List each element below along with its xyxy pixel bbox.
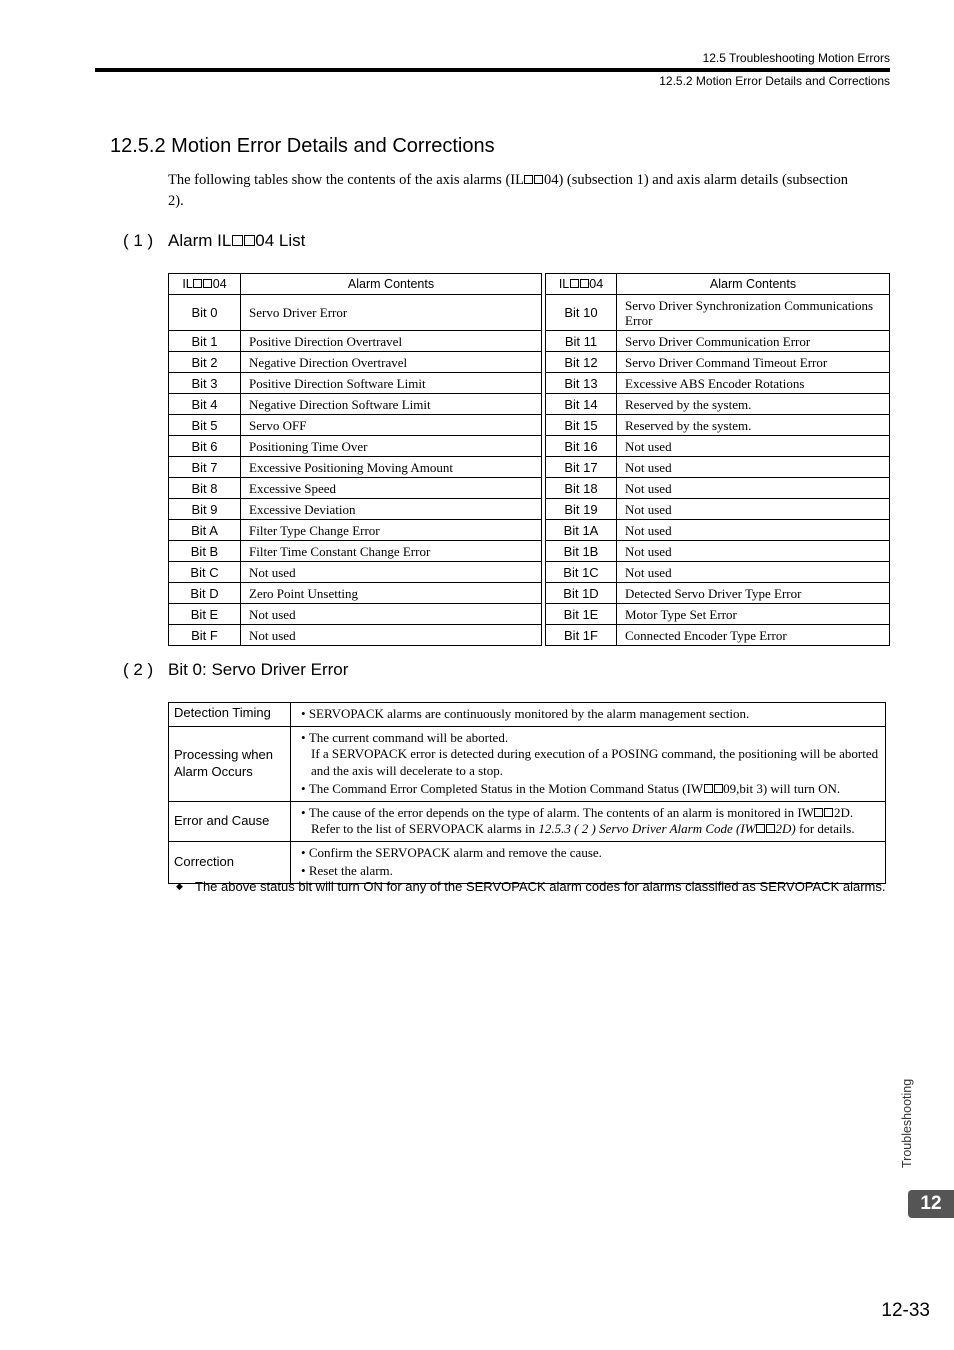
placeholder-box-icon — [704, 784, 713, 793]
bit-cell: Bit 8 — [169, 478, 241, 499]
contents-cell: Servo OFF — [241, 415, 542, 436]
placeholder-box-icon — [203, 279, 212, 288]
cross-reference-link[interactable]: 12.5.3 ( 2 ) Servo Driver Alarm Code (IW 2D) — [538, 821, 796, 836]
placeholder-box-icon — [193, 279, 202, 288]
contents-cell: Servo Driver Command Timeout Error — [617, 352, 890, 373]
contents-cell: Servo Driver Communication Error — [617, 331, 890, 352]
contents-cell: Servo Driver Error — [241, 295, 542, 331]
bit-cell: Bit C — [169, 562, 241, 583]
detail-row-detection — [169, 703, 886, 727]
table-row — [169, 394, 890, 415]
bit-cell: Bit B — [169, 541, 241, 562]
placeholder-box-icon — [232, 235, 243, 246]
contents-cell: Filter Type Change Error — [241, 520, 542, 541]
contents-cell: Reserved by the system. — [617, 394, 890, 415]
contents-cell: Not used — [617, 541, 890, 562]
table-row — [169, 562, 890, 583]
contents-cell: Positioning Time Over — [241, 436, 542, 457]
contents-cell: Servo Driver Synchronization Communications Error — [617, 295, 890, 331]
bit-cell: Bit 15 — [546, 415, 617, 436]
alarm-list-table — [168, 273, 890, 646]
header-rule — [95, 68, 890, 72]
chapter-tab[interactable]: 12 — [908, 1190, 954, 1218]
bit-cell: Bit 1D — [546, 583, 617, 604]
contents-cell: Zero Point Unsetting — [241, 583, 542, 604]
placeholder-box-icon — [534, 175, 543, 184]
bit-cell: Bit 12 — [546, 352, 617, 373]
bit-cell: Bit 1C — [546, 562, 617, 583]
bit-cell: Bit 0 — [169, 295, 241, 331]
contents-cell: Not used — [617, 499, 890, 520]
detail-row-processing — [169, 726, 886, 801]
detection-label: Detection Timing — [169, 703, 291, 727]
page-number: 12-33 — [881, 1300, 930, 1321]
contents-cell: Negative Direction Software Limit — [241, 394, 542, 415]
placeholder-box-icon — [244, 235, 255, 246]
bit-cell: Bit 5 — [169, 415, 241, 436]
table-row — [169, 352, 890, 373]
detail-row-correction — [169, 841, 886, 883]
bit-cell: Bit 10 — [546, 295, 617, 331]
contents-cell: Excessive Speed — [241, 478, 542, 499]
contents-cell: Not used — [617, 478, 890, 499]
placeholder-box-icon — [814, 808, 823, 817]
placeholder-box-icon — [580, 279, 589, 288]
error-text: • The cause of the error depends on the type of alarm. The contents of an alarm is monitored in IW 2D. Refer to the list of SERVOPACK alarms in 12.5.3 ( 2 ) Servo Driver Alarm Code (IW 2D) for details. — [291, 801, 886, 841]
placeholder-box-icon — [766, 824, 775, 833]
placeholder-box-icon — [570, 279, 579, 288]
bit-cell: Bit 19 — [546, 499, 617, 520]
header-section: 12.5 Troubleshooting Motion Errors — [702, 51, 890, 65]
contents-cell: Not used — [241, 604, 542, 625]
bit-cell: Bit 18 — [546, 478, 617, 499]
contents-cell: Excessive Positioning Moving Amount — [241, 457, 542, 478]
bit-cell: Bit 13 — [546, 373, 617, 394]
table-row — [169, 295, 890, 331]
bit-cell: Bit 9 — [169, 499, 241, 520]
bit-cell: Bit 16 — [546, 436, 617, 457]
subsection-2-heading: ( 2 ) Bit 0: Servo Driver Error — [123, 660, 349, 679]
processing-text: • The current command will be aborted. If a SERVOPACK error is detected during execution of a POSING command, the positioning will be aborted and the axis will decelerate to a stop. • The Command Error Completed Status in the Motion Command Status (IW 09,bit 3) will turn ON. — [291, 726, 886, 801]
table-row — [169, 625, 890, 646]
diamond-bullet-icon: ◆ — [176, 881, 183, 891]
subsection-1-heading: ( 1 ) Alarm IL 04 List — [123, 231, 306, 250]
contents-cell: Reserved by the system. — [617, 415, 890, 436]
bit-cell: Bit 14 — [546, 394, 617, 415]
alarm-detail-table — [168, 702, 886, 884]
contents-cell: Negative Direction Overtravel — [241, 352, 542, 373]
placeholder-box-icon — [524, 175, 533, 184]
table-row — [169, 520, 890, 541]
contents-cell: Not used — [241, 562, 542, 583]
bit-cell: Bit D — [169, 583, 241, 604]
bit-cell: Bit 6 — [169, 436, 241, 457]
contents-cell: Filter Time Constant Change Error — [241, 541, 542, 562]
bit-cell: Bit 3 — [169, 373, 241, 394]
placeholder-box-icon — [714, 784, 723, 793]
table-row — [169, 478, 890, 499]
bit-cell: Bit 4 — [169, 394, 241, 415]
side-section-label: Troubleshooting — [900, 1078, 914, 1168]
detection-text: • SERVOPACK alarms are continuously monitored by the alarm management section. — [291, 703, 886, 727]
intro-paragraph: The following tables show the contents of the axis alarms (IL 04) (subsection 1) and axis alarm details (subsection 2). — [168, 172, 848, 209]
placeholder-box-icon — [824, 808, 833, 817]
table-row — [169, 415, 890, 436]
table-row — [169, 436, 890, 457]
table-row — [169, 457, 890, 478]
bit-cell: Bit 7 — [169, 457, 241, 478]
bit-cell: Bit F — [169, 625, 241, 646]
bit-cell: Bit 17 — [546, 457, 617, 478]
bit-cell: Bit A — [169, 520, 241, 541]
table-row — [169, 583, 890, 604]
contents-cell: Not used — [617, 562, 890, 583]
correction-label: Correction — [169, 841, 291, 883]
contents-cell: Not used — [617, 520, 890, 541]
bit-cell: Bit 1E — [546, 604, 617, 625]
contents-cell: Positive Direction Overtravel — [241, 331, 542, 352]
contents-cell: Excessive ABS Encoder Rotations — [617, 373, 890, 394]
footnote: ◆ The above status bit will turn ON for any of the SERVOPACK alarm codes for alarms classified as SERVOPACK alarms. — [176, 879, 886, 894]
contents-cell: Motor Type Set Error — [617, 604, 890, 625]
contents-cell: Not used — [617, 436, 890, 457]
contents-cell: Excessive Deviation — [241, 499, 542, 520]
contents-cell: Connected Encoder Type Error — [617, 625, 890, 646]
contents-cell: Not used — [241, 625, 542, 646]
column-header-register: IL 04 — [169, 274, 241, 295]
table-row — [169, 541, 890, 562]
header-subsection: 12.5.2 Motion Error Details and Corrections — [659, 74, 890, 88]
error-label: Error and Cause — [169, 801, 291, 841]
table-row — [169, 331, 890, 352]
processing-label: Processing when Alarm Occurs — [169, 726, 291, 801]
table-row — [169, 373, 890, 394]
table-row — [169, 499, 890, 520]
placeholder-box-icon — [756, 824, 765, 833]
bit-cell: Bit 1B — [546, 541, 617, 562]
table-row — [169, 604, 890, 625]
bit-cell: Bit 1F — [546, 625, 617, 646]
bit-cell: Bit 1 — [169, 331, 241, 352]
contents-cell: Positive Direction Software Limit — [241, 373, 542, 394]
detail-row-error — [169, 801, 886, 841]
bit-cell: Bit E — [169, 604, 241, 625]
contents-cell: Not used — [617, 457, 890, 478]
column-header-register: IL 04 — [546, 274, 617, 295]
bit-cell: Bit 2 — [169, 352, 241, 373]
bit-cell: Bit 11 — [546, 331, 617, 352]
table-header-row — [169, 274, 890, 295]
correction-text: • Confirm the SERVOPACK alarm and remove the cause. • Reset the alarm. — [291, 841, 886, 883]
column-header-contents: Alarm Contents — [617, 274, 890, 295]
contents-cell: Detected Servo Driver Type Error — [617, 583, 890, 604]
section-title: 12.5.2 Motion Error Details and Corrections — [110, 135, 495, 157]
column-header-contents: Alarm Contents — [241, 274, 542, 295]
bit-cell: Bit 1A — [546, 520, 617, 541]
